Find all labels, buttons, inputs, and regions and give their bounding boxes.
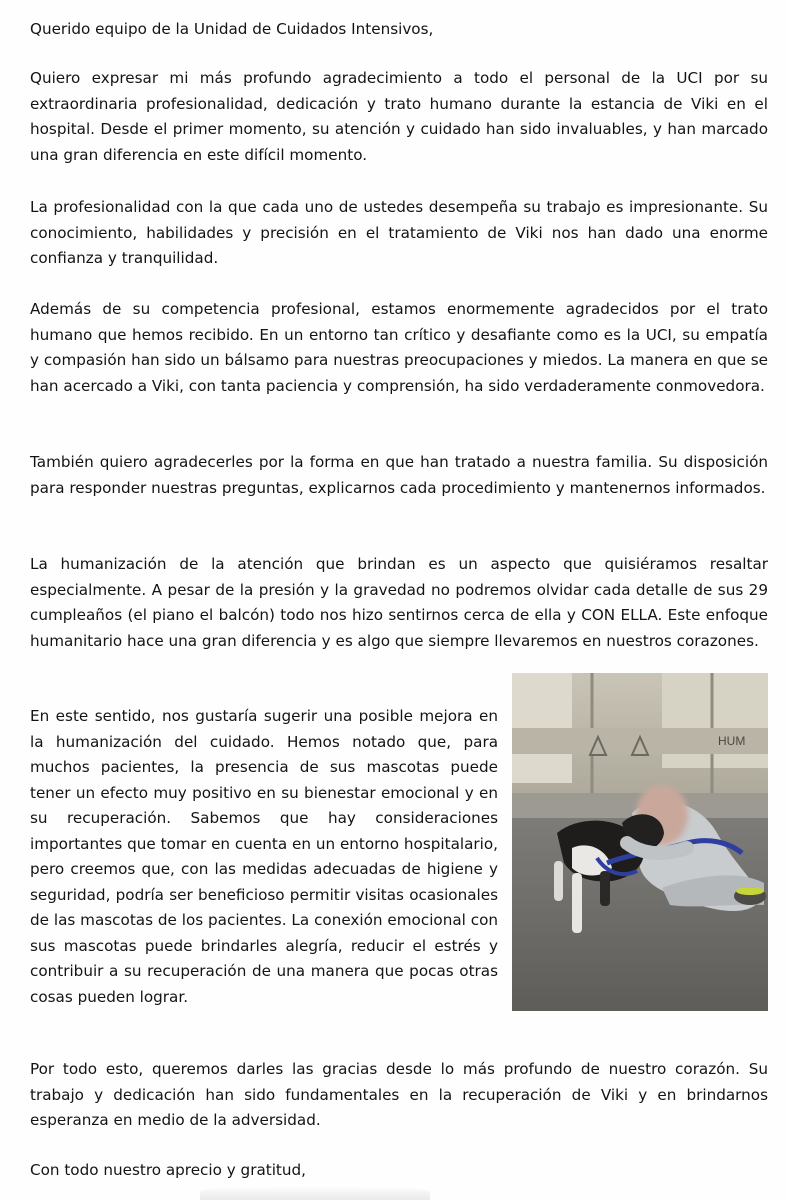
photo-person-with-dog [512, 673, 768, 1011]
closing-line: Con todo nuestro aprecio y gratitud, [30, 1161, 306, 1179]
paragraph-pets-suggestion: En este sentido, nos gustaría sugerir una posible mejora en la humanización del cuidado. Hemos notado que, para muchos pacientes, la presencia de sus mascotas puede tener un efecto muy positivo en su bienestar emocional y en su recuperación. Sabemos que hay consideraciones importantes que tomar en cuenta en un entorno hospitalario, pero creemos que, con las medidas adecuadas de higiene y seguridad, podría ser beneficioso permitir visitas ocasionales de las mascotas de los pacientes. La conexión emocional con sus mascotas puede brindarles alegría, reducir el estrés y contribuir a su recuperación de una manera que pocas otras cosas pueden lograr. [30, 707, 498, 1006]
salutation: Querido equipo de la Unidad de Cuidados Intensivos, [30, 20, 434, 38]
paper-smudge [200, 1186, 430, 1200]
paragraph-family: También quiero agradecerles por la forma en que han tratado a nuestra familia. Su disposición para responder nuestras preguntas, explicarnos cada procedimiento y mantenernos informados. [30, 453, 768, 497]
paragraph-humanization: La humanización de la atención que brindan es un aspecto que quisiéramos resaltar especialmente. A pesar de la presión y la gravedad no podremos olvidar cada detalle de sus 29 cumpleaños (el piano el balcón) todo nos hizo sentirnos cerca de ella y CON ELLA. Este enfoque humanitario hace una gran diferencia y es algo que siempre llevaremos en nuestros corazones. [30, 555, 768, 650]
dog-leg [554, 861, 563, 901]
paragraph-gratitude: Quiero expresar mi más profundo agradecimiento a todo el personal de la UCI por su extraordinaria profesionalidad, dedicación y trato humano durante la estancia de Viki en el hospital. Desde el primer momento, su atención y cuidado han sido invaluables, y han marcado una gran diferencia en este difícil momento. [30, 69, 768, 164]
paragraph-thanks: Por todo esto, queremos darles las gracias desde lo más profundo de nuestro corazón. Su trabajo y dedicación han sido fundamentales en la recuperación de Viki y en brindarnos esperanza en medio de la adversidad. [30, 1060, 768, 1129]
dog-leg [600, 871, 610, 906]
building-sign: HUM [718, 734, 746, 748]
paragraph-professionalism: La profesionalidad con la que cada uno de ustedes desempeña su trabajo es impresionante. Su conocimiento, habilidades y precisión en el tratamiento de Viki nos han dado una enorme confianza y tranquilidad. [30, 198, 768, 267]
dog-leg [572, 873, 582, 933]
paragraph-human-treatment: Además de su competencia profesional, estamos enormemente agradecidos por el trato humano que hemos recibido. En un entorno tan crítico y desafiante como es la UCI, su empatía y compasión han sido un bálsamo para nuestras preocupaciones y miedos. La manera en que se han acercado a Viki, con tanta paciencia y comprensión, ha sido verdaderamente conmovedora. [30, 300, 768, 395]
